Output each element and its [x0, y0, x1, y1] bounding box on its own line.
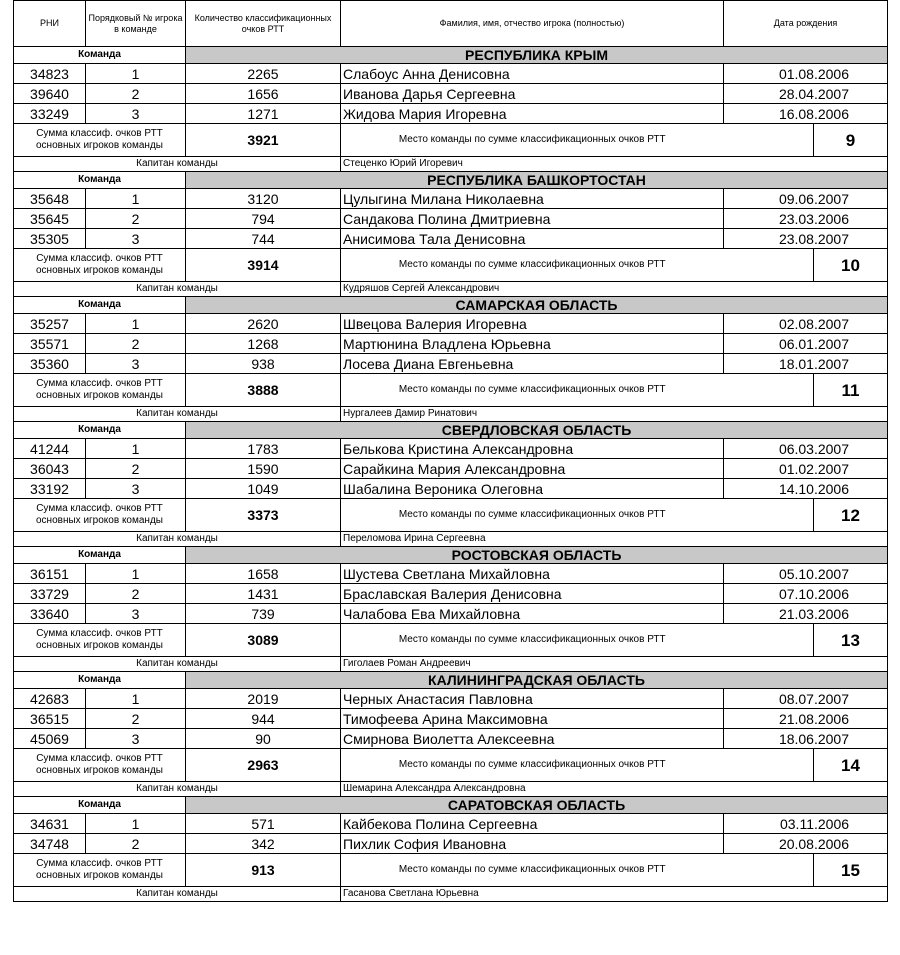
player-row: [14, 814, 888, 834]
player-order: 3: [86, 104, 186, 124]
player-points: 1431: [186, 584, 341, 604]
team-points-sum: 3921: [186, 124, 341, 157]
team-header-row: [14, 547, 888, 564]
captain-row: [14, 532, 888, 547]
team-sum-row: [14, 854, 888, 887]
player-points: 571: [186, 814, 341, 834]
player-row: [14, 209, 888, 229]
team-label: Команда: [14, 547, 186, 564]
player-dob: 16.08.2006: [724, 104, 888, 124]
team-header-row: [14, 672, 888, 689]
team-label: Команда: [14, 422, 186, 439]
captain-row: [14, 407, 888, 422]
captain-row: [14, 657, 888, 672]
player-rni: 33640: [14, 604, 86, 624]
place-label: Место команды по сумме классификационных очков РТТ: [341, 749, 724, 782]
player-order: 2: [86, 709, 186, 729]
player-row: [14, 334, 888, 354]
player-order: 2: [86, 584, 186, 604]
player-name: Смирнова Виолетта Алексеевна: [341, 729, 724, 749]
team-sum-row: [14, 499, 888, 532]
player-name: Жидова Мария Игоревна: [341, 104, 724, 124]
player-points: 1656: [186, 84, 341, 104]
player-rni: 45069: [14, 729, 86, 749]
player-name: Чалабова Ева Михайловна: [341, 604, 724, 624]
captain-name: Гасанова Светлана Юрьевна: [341, 887, 888, 902]
captain-row: [14, 887, 888, 902]
captain-label: Капитан команды: [14, 157, 341, 172]
place-label: Место команды по сумме классификационных очков РТТ: [341, 124, 724, 157]
sum-label: Сумма классиф. очков РТТ основных игроков команды: [14, 499, 186, 532]
captain-label: Капитан команды: [14, 407, 341, 422]
header-rni: РНИ: [14, 1, 86, 47]
player-dob: 03.11.2006: [724, 814, 888, 834]
player-row: [14, 439, 888, 459]
player-name: Тимофеева Арина Максимовна: [341, 709, 724, 729]
player-rni: 36151: [14, 564, 86, 584]
place-spacer: [724, 374, 814, 407]
player-name: Сандакова Полина Дмитриевна: [341, 209, 724, 229]
player-rni: 34823: [14, 64, 86, 84]
player-name: Швецова Валерия Игоревна: [341, 314, 724, 334]
team-header-row: [14, 797, 888, 814]
team-name: СВЕРДЛОВСКАЯ ОБЛАСТЬ: [186, 422, 888, 439]
header-fio: Фамилия, имя, отчество игрока (полностью): [341, 1, 724, 47]
team-standings-table: [13, 0, 888, 902]
player-order: 3: [86, 479, 186, 499]
team-header-row: [14, 172, 888, 189]
team-points-sum: 913: [186, 854, 341, 887]
player-row: [14, 229, 888, 249]
header-points: Количество классификационных очков РТТ: [186, 1, 341, 47]
player-points: 938: [186, 354, 341, 374]
player-name: Пихлик София Ивановна: [341, 834, 724, 854]
player-order: 2: [86, 84, 186, 104]
player-name: Браславская Валерия Денисовна: [341, 584, 724, 604]
team-name: САМАРСКАЯ ОБЛАСТЬ: [186, 297, 888, 314]
player-order: 1: [86, 564, 186, 584]
player-points: 3120: [186, 189, 341, 209]
player-row: [14, 314, 888, 334]
captain-name: Нургалеев Дамир Ринатович: [341, 407, 888, 422]
player-points: 1658: [186, 564, 341, 584]
captain-name: Гиголаев Роман Андреевич: [341, 657, 888, 672]
captain-label: Капитан команды: [14, 887, 341, 902]
player-order: 2: [86, 834, 186, 854]
player-dob: 01.02.2007: [724, 459, 888, 479]
header-order: Порядковый № игрока в команде: [86, 1, 186, 47]
player-name: Иванова Дарья Сергеевна: [341, 84, 724, 104]
team-points-sum: 3373: [186, 499, 341, 532]
player-order: 1: [86, 314, 186, 334]
team-points-sum: 3914: [186, 249, 341, 282]
player-dob: 18.06.2007: [724, 729, 888, 749]
player-name: Шабалина Вероника Олеговна: [341, 479, 724, 499]
player-points: 1268: [186, 334, 341, 354]
player-rni: 35571: [14, 334, 86, 354]
sum-label: Сумма классиф. очков РТТ основных игроков команды: [14, 624, 186, 657]
player-points: 1271: [186, 104, 341, 124]
player-dob: 20.08.2006: [724, 834, 888, 854]
sum-label: Сумма классиф. очков РТТ основных игроков команды: [14, 124, 186, 157]
place-label: Место команды по сумме классификационных очков РТТ: [341, 499, 724, 532]
team-sum-row: [14, 624, 888, 657]
player-order: 3: [86, 729, 186, 749]
player-rni: 42683: [14, 689, 86, 709]
sum-label: Сумма классиф. очков РТТ основных игроков команды: [14, 854, 186, 887]
player-dob: 28.04.2007: [724, 84, 888, 104]
player-dob: 06.03.2007: [724, 439, 888, 459]
team-header-row: [14, 297, 888, 314]
team-place: 14: [814, 749, 888, 782]
player-rni: 35645: [14, 209, 86, 229]
player-dob: 23.08.2007: [724, 229, 888, 249]
header-row: [14, 1, 888, 47]
player-order: 3: [86, 354, 186, 374]
team-label: Команда: [14, 172, 186, 189]
player-dob: 21.03.2006: [724, 604, 888, 624]
team-label: Команда: [14, 297, 186, 314]
team-place: 11: [814, 374, 888, 407]
team-place: 15: [814, 854, 888, 887]
sum-label: Сумма классиф. очков РТТ основных игроков команды: [14, 374, 186, 407]
place-spacer: [724, 499, 814, 532]
player-dob: 05.10.2007: [724, 564, 888, 584]
team-sum-row: [14, 124, 888, 157]
player-row: [14, 834, 888, 854]
player-order: 1: [86, 439, 186, 459]
player-row: [14, 564, 888, 584]
player-row: [14, 64, 888, 84]
team-header-row: [14, 422, 888, 439]
player-rni: 34748: [14, 834, 86, 854]
team-label: Команда: [14, 797, 186, 814]
captain-label: Капитан команды: [14, 532, 341, 547]
captain-name: Стеценко Юрий Игоревич: [341, 157, 888, 172]
player-rni: 34631: [14, 814, 86, 834]
team-place: 10: [814, 249, 888, 282]
team-sum-row: [14, 374, 888, 407]
player-dob: 09.06.2007: [724, 189, 888, 209]
player-points: 342: [186, 834, 341, 854]
player-rni: 33192: [14, 479, 86, 499]
player-dob: 06.01.2007: [724, 334, 888, 354]
team-name: КАЛИНИНГРАДСКАЯ ОБЛАСТЬ: [186, 672, 888, 689]
player-dob: 07.10.2006: [724, 584, 888, 604]
team-points-sum: 3089: [186, 624, 341, 657]
sum-label: Сумма классиф. очков РТТ основных игроков команды: [14, 249, 186, 282]
place-spacer: [724, 249, 814, 282]
player-row: [14, 84, 888, 104]
player-points: 739: [186, 604, 341, 624]
player-row: [14, 604, 888, 624]
captain-label: Капитан команды: [14, 782, 341, 797]
team-place: 12: [814, 499, 888, 532]
player-dob: 02.08.2007: [724, 314, 888, 334]
player-name: Анисимова Тала Денисовна: [341, 229, 724, 249]
team-label: Команда: [14, 672, 186, 689]
player-dob: 21.08.2006: [724, 709, 888, 729]
player-points: 744: [186, 229, 341, 249]
player-points: 1049: [186, 479, 341, 499]
player-order: 3: [86, 604, 186, 624]
place-spacer: [724, 854, 814, 887]
player-dob: 18.01.2007: [724, 354, 888, 374]
player-order: 1: [86, 64, 186, 84]
player-rni: 35360: [14, 354, 86, 374]
team-sum-row: [14, 749, 888, 782]
player-points: 2265: [186, 64, 341, 84]
captain-row: [14, 282, 888, 297]
player-rni: 41244: [14, 439, 86, 459]
player-rni: 35648: [14, 189, 86, 209]
captain-row: [14, 782, 888, 797]
team-place: 13: [814, 624, 888, 657]
captain-name: Шемарина Александра Александровна: [341, 782, 888, 797]
player-row: [14, 584, 888, 604]
team-label: Команда: [14, 47, 186, 64]
player-name: Лосева Диана Евгеньевна: [341, 354, 724, 374]
player-row: [14, 104, 888, 124]
place-label: Место команды по сумме классификационных очков РТТ: [341, 854, 724, 887]
player-points: 90: [186, 729, 341, 749]
player-row: [14, 479, 888, 499]
player-row: [14, 709, 888, 729]
place-label: Место команды по сумме классификационных очков РТТ: [341, 624, 724, 657]
player-row: [14, 729, 888, 749]
captain-name: Кудряшов Сергей Александрович: [341, 282, 888, 297]
player-name: Цулыгина Милана Николаевна: [341, 189, 724, 209]
team-place: 9: [814, 124, 888, 157]
player-order: 1: [86, 814, 186, 834]
captain-name: Переломова Ирина Сергеевна: [341, 532, 888, 547]
player-dob: 23.03.2006: [724, 209, 888, 229]
player-rni: 35257: [14, 314, 86, 334]
team-header-row: [14, 47, 888, 64]
player-row: [14, 354, 888, 374]
player-rni: 36515: [14, 709, 86, 729]
player-rni: 35305: [14, 229, 86, 249]
team-name: РЕСПУБЛИКА КРЫМ: [186, 47, 888, 64]
player-rni: 33249: [14, 104, 86, 124]
player-rni: 39640: [14, 84, 86, 104]
team-name: САРАТОВСКАЯ ОБЛАСТЬ: [186, 797, 888, 814]
player-dob: 08.07.2007: [724, 689, 888, 709]
player-order: 2: [86, 209, 186, 229]
team-points-sum: 2963: [186, 749, 341, 782]
player-rni: 33729: [14, 584, 86, 604]
captain-row: [14, 157, 888, 172]
sum-label: Сумма классиф. очков РТТ основных игроков команды: [14, 749, 186, 782]
player-points: 2620: [186, 314, 341, 334]
player-name: Шустева Светлана Михайловна: [341, 564, 724, 584]
place-spacer: [724, 749, 814, 782]
player-points: 1590: [186, 459, 341, 479]
header-dob: Дата рождения: [724, 1, 888, 47]
player-order: 2: [86, 334, 186, 354]
player-order: 1: [86, 189, 186, 209]
player-dob: 14.10.2006: [724, 479, 888, 499]
player-order: 1: [86, 689, 186, 709]
player-points: 2019: [186, 689, 341, 709]
player-points: 1783: [186, 439, 341, 459]
player-name: Сарайкина Мария Александровна: [341, 459, 724, 479]
player-rni: 36043: [14, 459, 86, 479]
player-name: Кайбекова Полина Сергеевна: [341, 814, 724, 834]
player-row: [14, 189, 888, 209]
player-dob: 01.08.2006: [724, 64, 888, 84]
place-label: Место команды по сумме классификационных очков РТТ: [341, 374, 724, 407]
player-name: Черных Анастасия Павловна: [341, 689, 724, 709]
player-order: 3: [86, 229, 186, 249]
team-name: РОСТОВСКАЯ ОБЛАСТЬ: [186, 547, 888, 564]
team-points-sum: 3888: [186, 374, 341, 407]
player-row: [14, 459, 888, 479]
place-spacer: [724, 124, 814, 157]
player-name: Слабоус Анна Денисовна: [341, 64, 724, 84]
place-label: Место команды по сумме классификационных очков РТТ: [341, 249, 724, 282]
player-order: 2: [86, 459, 186, 479]
team-name: РЕСПУБЛИКА БАШКОРТОСТАН: [186, 172, 888, 189]
player-points: 794: [186, 209, 341, 229]
captain-label: Капитан команды: [14, 657, 341, 672]
place-spacer: [724, 624, 814, 657]
player-points: 944: [186, 709, 341, 729]
captain-label: Капитан команды: [14, 282, 341, 297]
player-name: Белькова Кристина Александровна: [341, 439, 724, 459]
player-row: [14, 689, 888, 709]
team-sum-row: [14, 249, 888, 282]
player-name: Мартюнина Владлена Юрьевна: [341, 334, 724, 354]
